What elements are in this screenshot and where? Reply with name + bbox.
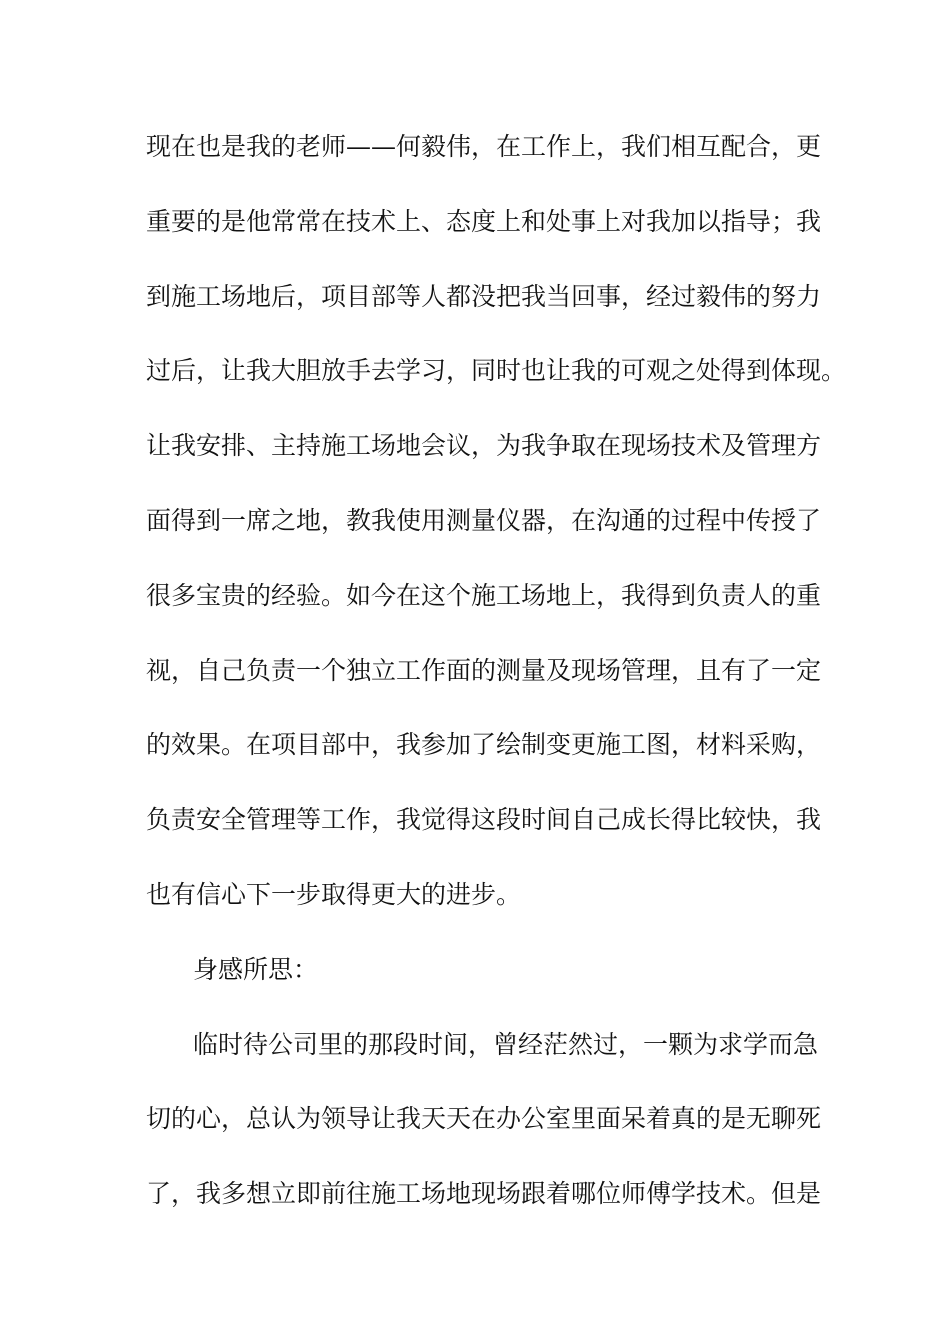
text-line: 视，自己负责一个独立工作面的测量及现场管理，且有了一定 <box>146 655 822 685</box>
text-line: 到施工场地后，项目部等人都没把我当回事，经过毅伟的努力 <box>146 281 822 311</box>
text-line: 临时待公司里的那段时间，曾经茫然过，一颗为求学而急 <box>193 1029 819 1059</box>
text-line: 面得到一席之地，教我使用测量仪器，在沟通的过程中传授了 <box>146 505 822 535</box>
text-line: 也有信心下一步取得更大的进步。 <box>146 879 522 909</box>
text-line: 切的心，总认为领导让我天天在办公室里面呆着真的是无聊死 <box>146 1104 822 1134</box>
text-line: 重要的是他常常在技术上、态度上和处事上对我加以指导；我 <box>146 206 822 236</box>
text-line: 现在也是我的老师——何毅伟，在工作上，我们相互配合，更 <box>146 132 822 161</box>
text-line: 让我安排、主持施工场地会议，为我争取在现场技术及管理方 <box>146 431 822 461</box>
text-line: 很多宝贵的经验。如今在这个施工场地上，我得到负责人的重 <box>146 580 822 610</box>
text-line: 过后，让我大胆放手去学习，同时也让我的可观之处得到体现。 <box>146 356 847 386</box>
text-line: 的效果。在项目部中，我参加了绘制变更施工图，材料采购， <box>146 730 822 760</box>
section-heading: 身感所思： <box>193 954 319 984</box>
text-line: 负责安全管理等工作，我觉得这段时间自己成长得比较快，我 <box>146 805 822 835</box>
body-text <box>146 132 847 1255</box>
text-line: 了，我多想立即前往施工场地现场跟着哪位师傅学技术。但是 <box>146 1179 822 1209</box>
